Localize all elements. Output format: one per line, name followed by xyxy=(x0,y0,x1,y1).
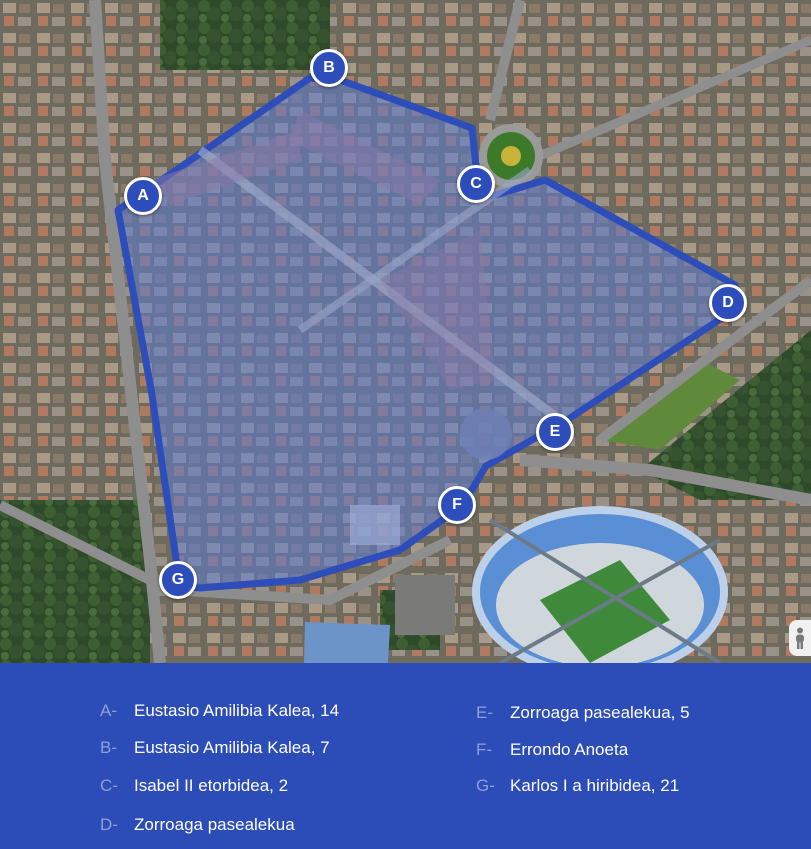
legend-address: Zorroaga pasealekua, 5 xyxy=(510,703,690,722)
legend-key: E- xyxy=(476,703,493,722)
legend-item-b xyxy=(100,738,330,758)
park-north xyxy=(160,0,330,70)
pegman-glyph xyxy=(794,627,806,649)
legend-key: C- xyxy=(100,776,118,795)
parking-lot xyxy=(395,575,455,635)
legend-panel xyxy=(0,663,811,849)
marker-c[interactable]: C xyxy=(457,165,495,203)
marker-b[interactable]: B xyxy=(310,49,348,87)
marker-e[interactable]: E xyxy=(536,413,574,451)
legend-address: Karlos I a hiribidea, 21 xyxy=(510,776,680,795)
legend-item-e xyxy=(476,703,690,723)
legend-item-a xyxy=(100,701,339,721)
marker-a[interactable]: A xyxy=(124,177,162,215)
pegman-icon[interactable] xyxy=(789,620,811,656)
blue-roof-building xyxy=(304,622,390,663)
legend-address: Isabel II etorbidea, 2 xyxy=(134,776,289,795)
legend-item-d xyxy=(100,815,295,835)
legend-address: Eustasio Amilibia Kalea, 14 xyxy=(134,701,340,720)
legend-key: D- xyxy=(100,815,118,834)
legend-key: G- xyxy=(476,776,495,795)
legend-item-f xyxy=(476,740,628,760)
legend-address: Errondo Anoeta xyxy=(510,740,629,759)
marker-f[interactable]: F xyxy=(438,486,476,524)
roundabout-south xyxy=(460,408,512,460)
legend-address: Zorroaga pasealekua xyxy=(134,815,295,834)
legend-item-g xyxy=(476,776,679,796)
roundabout-fountain xyxy=(501,146,521,166)
marker-d[interactable]: D xyxy=(709,284,747,322)
marker-g[interactable]: G xyxy=(159,561,197,599)
building-plaza xyxy=(350,505,400,545)
legend-key: F- xyxy=(476,740,493,759)
forest-southwest xyxy=(0,500,150,663)
legend-key: A- xyxy=(100,701,117,720)
legend-address: Eustasio Amilibia Kalea, 7 xyxy=(134,738,330,757)
legend-key: B- xyxy=(100,738,117,757)
legend-item-c xyxy=(100,776,288,796)
